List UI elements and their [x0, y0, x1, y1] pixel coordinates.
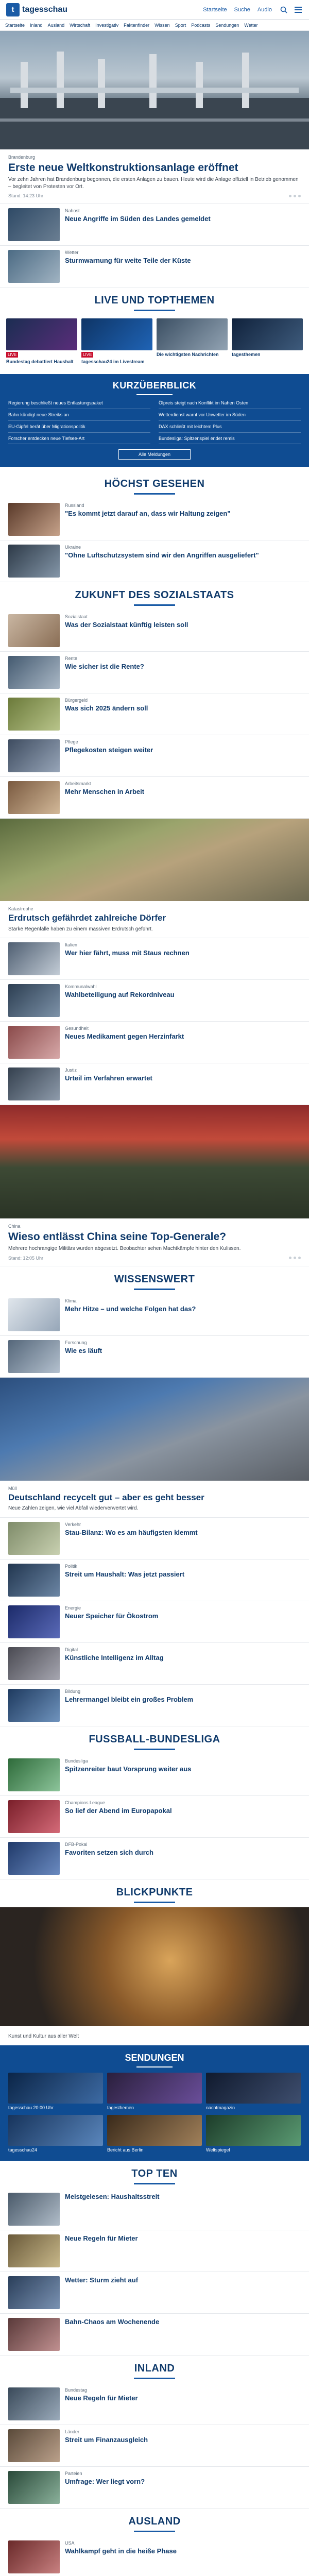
headline[interactable]: Umfrage: Wer liegt vorn? [65, 2477, 145, 2485]
thumbnail [8, 1067, 60, 1100]
thumbnail [8, 1298, 60, 1331]
headline[interactable]: Streit um Haushalt: Was jetzt passiert [65, 1570, 185, 1578]
live-card[interactable] [232, 318, 303, 365]
thumbnail [6, 318, 77, 350]
topline: Digital [65, 1647, 78, 1652]
list-item[interactable]: Ölpreis steigt nach Konflikt im Nahen Osten [159, 400, 301, 409]
share-icon[interactable] [289, 1257, 301, 1259]
list-item[interactable] [0, 652, 309, 693]
list-item[interactable] [0, 1063, 309, 1105]
section-header-inland [0, 2355, 309, 2383]
topline: USA [65, 2540, 75, 2546]
list-item[interactable] [0, 2314, 309, 2355]
live-strip [0, 315, 309, 370]
thumbnail [8, 1605, 60, 1638]
teaser[interactable] [0, 1481, 309, 1518]
thumbnail [8, 545, 60, 578]
thumbnail [107, 2073, 202, 2104]
section-header-wissen [0, 1266, 309, 1294]
thumbnail [8, 1647, 60, 1680]
thumbnail [8, 698, 60, 731]
thumbnail [8, 2387, 60, 2420]
all-news-button[interactable]: Alle Meldungen [118, 449, 191, 460]
category-item[interactable]: Wirtschaft [70, 22, 91, 28]
show-card[interactable] [8, 2115, 103, 2153]
caption: nachtmagazin [206, 2105, 235, 2111]
list-item[interactable] [0, 1560, 309, 1601]
show-card[interactable] [107, 2073, 202, 2111]
headline[interactable]: Neue Regeln für Mieter [65, 2234, 138, 2242]
headline[interactable]: Wetter: Sturm zieht auf [65, 2276, 139, 2284]
section-header-live [0, 287, 309, 315]
headline[interactable]: Neues Medikament gegen Herzinfarkt [65, 1032, 184, 1041]
thumbnail [81, 318, 152, 350]
list-item[interactable]: Forscher entdecken neue Tiefsee-Art [8, 436, 150, 445]
thumbnail [8, 208, 60, 241]
section-title: WISSENSWERT [114, 1273, 195, 1285]
thumbnail [8, 2073, 103, 2104]
category-nav [0, 20, 309, 31]
list-item[interactable] [0, 1022, 309, 1063]
list-item[interactable] [0, 693, 309, 735]
timestamp: Stand: 12:05 Uhr [8, 1255, 44, 1261]
topline: DFB-Pokal [65, 1841, 88, 1847]
category-item[interactable]: Podcasts [191, 22, 211, 28]
thumbnail [8, 1842, 60, 1875]
section-title: ZUKUNFT DES SOZIALSTAATS [75, 589, 234, 601]
topline: Bundesliga [65, 1758, 88, 1764]
headline[interactable]: Pflegekosten steigen weiter [65, 746, 153, 754]
live-badge: LIVE [6, 352, 18, 358]
headline[interactable]: Wer hier fährt, muss mit Staus rechnen [65, 949, 190, 957]
section-title: KURZÜBERBLICK [112, 380, 197, 391]
headline[interactable]: Wie es läuft [65, 1346, 102, 1354]
section-header-top [0, 2161, 309, 2189]
topline: Bundestag [65, 2387, 88, 2393]
blickpunkte-image[interactable] [0, 1907, 309, 2026]
teaser[interactable] [0, 2026, 309, 2046]
topline: Pflege [65, 739, 78, 745]
thumbnail [8, 2429, 60, 2462]
feature-teaser[interactable] [0, 1218, 309, 1266]
topline: Justiz [65, 1067, 77, 1073]
category-item[interactable]: Sendungen [215, 22, 239, 28]
thumbnail [8, 2193, 60, 2226]
topline: Arbeitsmarkt [65, 781, 91, 787]
list-item[interactable] [0, 735, 309, 777]
kurz-list [8, 400, 301, 444]
topline: Bürgergeld [65, 698, 88, 703]
category-item[interactable]: Wetter [244, 22, 258, 28]
list-item[interactable] [0, 1838, 309, 1879]
list-item[interactable]: Wetterdienst warnt vor Unwetter im Süden [159, 412, 301, 421]
headline[interactable]: Meistgelesen: Haushaltsstreit [65, 2192, 160, 2200]
section-header-fussball [0, 1726, 309, 1754]
teaser-text: Starke Regenfälle haben zu einem massiven Erdrutsch geführt. [8, 926, 153, 932]
live-card[interactable] [157, 318, 228, 365]
section-title: TOP TEN [131, 2167, 178, 2179]
list-item[interactable] [0, 2383, 309, 2425]
thumbnail [107, 2115, 202, 2146]
thumbnail [206, 2115, 301, 2146]
live-card[interactable] [6, 318, 77, 365]
waste-image[interactable] [0, 1378, 309, 1481]
list-item[interactable]: Regierung beschließt neues Entlastungspaket [8, 400, 150, 409]
list-item[interactable]: Bundesliga: Spitzenspiel endet remis [159, 436, 301, 445]
section-header-blick [0, 1879, 309, 1907]
section-title: LIVE UND TOPTHEMEN [94, 295, 215, 307]
hero-teaser[interactable] [0, 149, 309, 204]
thumbnail [8, 1522, 60, 1555]
thumbnail [206, 2073, 301, 2104]
show-card[interactable] [206, 2115, 301, 2153]
topline: Politik [65, 1563, 78, 1569]
live-card[interactable] [81, 318, 152, 365]
meta-row [8, 1256, 301, 1261]
topline: Brandenburg [8, 155, 36, 160]
list-item[interactable] [0, 1643, 309, 1685]
caption: Kunst und Kultur aus aller Welt [8, 2033, 79, 2039]
category-item[interactable]: Wissen [154, 22, 170, 28]
headline[interactable]: Wahlkampf geht in die heiße Phase [65, 2547, 177, 2555]
thumbnail [8, 250, 60, 283]
teaser[interactable] [0, 901, 309, 938]
section-title: BLICKPUNKTE [116, 1886, 193, 1898]
headline[interactable]: Deutschland recycelt gut – aber es geht besser [8, 1492, 204, 1502]
headline[interactable]: Mehr Hitze – und welche Folgen hat das? [65, 1304, 196, 1313]
topline: Sozialstaat [65, 614, 88, 620]
list-item[interactable]: EU-Gipfel berät über Migrationspolitik [8, 424, 150, 433]
show-card[interactable] [8, 2073, 103, 2111]
topline: Müll [8, 1485, 17, 1491]
topline: Russland [65, 503, 84, 509]
thumbnail [8, 1689, 60, 1722]
topline: Kommunalwahl [65, 984, 97, 990]
caption: tagesthemen [107, 2105, 134, 2111]
top-nav-item[interactable]: Suche [234, 6, 250, 13]
sendungen-grid [8, 2073, 301, 2154]
landslide-image[interactable] [0, 819, 309, 901]
thumbnail [8, 614, 60, 647]
show-card[interactable] [107, 2115, 202, 2153]
thumbnail [8, 503, 60, 536]
caption: tagesschau24 im Livestream [81, 359, 145, 365]
headline[interactable]: Streit um Finanzausgleich [65, 2435, 148, 2444]
list-item[interactable]: DAX schließt mit leichtem Plus [159, 424, 301, 433]
topline: Parteien [65, 2470, 82, 2476]
section-header-zukunft [0, 582, 309, 610]
list-item[interactable] [0, 938, 309, 980]
topline: Katastrophe [8, 906, 33, 912]
menu-icon[interactable] [294, 5, 303, 14]
category-item[interactable]: Investigativ [95, 22, 119, 28]
list-item[interactable] [0, 2272, 309, 2314]
top-nav-item[interactable]: Startseite [203, 6, 227, 13]
list-item[interactable] [0, 499, 309, 540]
list-item[interactable] [0, 1294, 309, 1336]
list-item[interactable] [0, 2230, 309, 2272]
headline[interactable]: Lehrermangel bleibt ein großes Problem [65, 1695, 194, 1703]
thumbnail [8, 942, 60, 975]
headline[interactable]: Erste neue Weltkonstruktionsanlage eröffnet [8, 162, 238, 174]
kurzueberblick-box [0, 374, 309, 467]
headline[interactable]: Favoriten setzen sich durch [65, 1848, 153, 1856]
section-header-ausland [0, 2509, 309, 2536]
headline[interactable]: Mehr Menschen in Arbeit [65, 788, 145, 796]
category-item[interactable]: Startseite [5, 22, 25, 28]
topline: Gesundheit [65, 1026, 89, 1031]
topline: Champions League [65, 1800, 106, 1805]
list-item[interactable] [0, 1336, 309, 1378]
thumbnail [8, 2276, 60, 2309]
topline: Italien [65, 942, 78, 948]
meta-row [8, 193, 301, 198]
headline[interactable]: Neuer Speicher für Ökostrom [65, 1612, 159, 1620]
topline: Verkehr [65, 1521, 81, 1527]
category-item[interactable]: Faktenfinder [124, 22, 150, 28]
headline[interactable]: So lief der Abend im Europapokal [65, 1806, 172, 1815]
topline: Forschung [65, 1340, 87, 1345]
topline: Wetter [65, 250, 79, 256]
section-title: FUSSBALL-BUNDESLIGA [89, 1733, 220, 1745]
headline[interactable]: Neue Angriffe im Süden des Landes gemeldet [65, 215, 211, 223]
share-icon[interactable] [289, 195, 301, 197]
section-title: HÖCHST GESEHEN [104, 478, 205, 490]
list-item[interactable]: Bahn kündigt neue Streiks an [8, 412, 150, 421]
section-title: AUSLAND [128, 2515, 181, 2527]
thumbnail [157, 318, 228, 350]
list-item[interactable] [0, 246, 309, 287]
caption: tagesthemen [232, 352, 261, 358]
live-badge: LIVE [81, 352, 93, 358]
headline[interactable]: Sturmwarnung für weite Teile der Küste [65, 257, 191, 265]
category-item[interactable]: Sport [175, 22, 186, 28]
category-item[interactable]: Ausland [47, 22, 65, 28]
headline[interactable]: "Ohne Luftschutzsystem sind wir den Angriffen ausgeliefert" [65, 551, 259, 560]
category-item[interactable]: Inland [30, 22, 43, 28]
topline: Länder [65, 2429, 80, 2434]
headline[interactable]: Was der Sozialstaat künftig leisten soll [65, 621, 188, 629]
list-item[interactable] [0, 2467, 309, 2509]
list-item[interactable] [0, 777, 309, 819]
logo-text: tagesschau [22, 5, 68, 14]
headline[interactable]: Stau-Bilanz: Wo es am häufigsten klemmt [65, 1528, 198, 1536]
teaser-text: Mehrere hochrangige Militärs wurden abgesetzt. Beobachter sehen Machtkämpfe hinter den Kulissen. [8, 1246, 241, 1252]
hero-image[interactable] [0, 31, 309, 149]
caption: Bericht aus Berlin [107, 2147, 144, 2153]
topline: Energie [65, 1605, 81, 1611]
list-item[interactable] [0, 1796, 309, 1838]
section-header-hoechst [0, 471, 309, 499]
thumbnail [8, 2234, 60, 2267]
topline: Nahost [65, 208, 80, 214]
site-header [0, 0, 309, 20]
logo[interactable] [6, 3, 67, 16]
headline[interactable]: Spitzenreiter baut Vorsprung weiter aus [65, 1765, 192, 1773]
teaser-text: Vor zehn Jahren hat Brandenburg begonnen, die ersten Anlagen zu bauen. Heute wird die Anlage offiziell in Betrieb genommen – begleitet von Protesten vor Ort. [8, 177, 299, 190]
thumbnail [8, 1758, 60, 1791]
thumbnail [8, 1340, 60, 1373]
list-item[interactable] [0, 1754, 309, 1796]
thumbnail [232, 318, 303, 350]
thumbnail [8, 1800, 60, 1833]
headline[interactable]: Wieso entlässt China seine Top-Generale? [8, 1231, 227, 1243]
list-item[interactable] [0, 204, 309, 246]
headline[interactable]: "Es kommt jetzt darauf an, dass wir Haltung zeigen" [65, 510, 231, 518]
thumbnail [8, 781, 60, 814]
headline[interactable]: Wahlbeteiligung auf Rekordniveau [65, 991, 175, 999]
top-nav-item[interactable]: Audio [257, 6, 272, 13]
list-item[interactable] [0, 540, 309, 582]
thumbnail [8, 2318, 60, 2351]
thumbnail [8, 1564, 60, 1597]
section-title: SENDUNGEN [125, 2053, 184, 2063]
list-item[interactable] [0, 980, 309, 1022]
headline[interactable]: Was sich 2025 ändern soll [65, 704, 148, 713]
thumbnail [8, 2540, 60, 2573]
search-icon[interactable] [279, 5, 288, 14]
headline[interactable]: Neue Regeln für Mieter [65, 2394, 138, 2402]
caption: Bundestag debattiert Haushalt [6, 359, 74, 365]
teaser-text: Neue Zahlen zeigen, wie viel Abfall wiederverwertet wird. [8, 1505, 139, 1512]
timestamp: Stand: 14:23 Uhr [8, 193, 44, 199]
caption: tagesschau24 [8, 2147, 38, 2153]
thumbnail [8, 2471, 60, 2504]
topline: Bildung [65, 1688, 81, 1694]
headline[interactable]: Erdrutsch gefährdet zahlreiche Dörfer [8, 913, 166, 923]
thumbnail [8, 2115, 103, 2146]
thumbnail [8, 984, 60, 1017]
headline[interactable]: Bahn-Chaos am Wochenende [65, 2317, 160, 2326]
headline[interactable]: Urteil im Verfahren erwartet [65, 1074, 152, 1082]
topline: Ukraine [65, 545, 81, 550]
list-item[interactable] [0, 2425, 309, 2467]
thumbnail [8, 656, 60, 689]
list-item[interactable] [0, 610, 309, 652]
top-nav [203, 7, 272, 13]
feature-image[interactable] [0, 1105, 309, 1218]
topline: Rente [65, 656, 78, 662]
section-title: INLAND [134, 2362, 175, 2374]
show-card[interactable] [206, 2073, 301, 2111]
list-item[interactable] [0, 2536, 309, 2576]
sendungen-box [0, 2045, 309, 2161]
top-icons [279, 5, 303, 14]
thumbnail [8, 1026, 60, 1059]
caption: Weltspiegel [206, 2147, 230, 2153]
topline: Klima [65, 1298, 77, 1303]
list-item[interactable] [0, 1518, 309, 1560]
topline: China [8, 1224, 21, 1229]
headline[interactable]: Künstliche Intelligenz im Alltag [65, 1653, 164, 1662]
headline[interactable]: Wie sicher ist die Rente? [65, 663, 144, 671]
thumbnail [8, 739, 60, 772]
caption: tagesschau 20:00 Uhr [8, 2105, 54, 2111]
list-item[interactable] [0, 1601, 309, 1643]
list-item[interactable] [0, 2189, 309, 2230]
list-item[interactable] [0, 1685, 309, 1726]
caption: Die wichtigsten Nachrichten [157, 352, 219, 358]
logo-mark: t [6, 3, 20, 16]
